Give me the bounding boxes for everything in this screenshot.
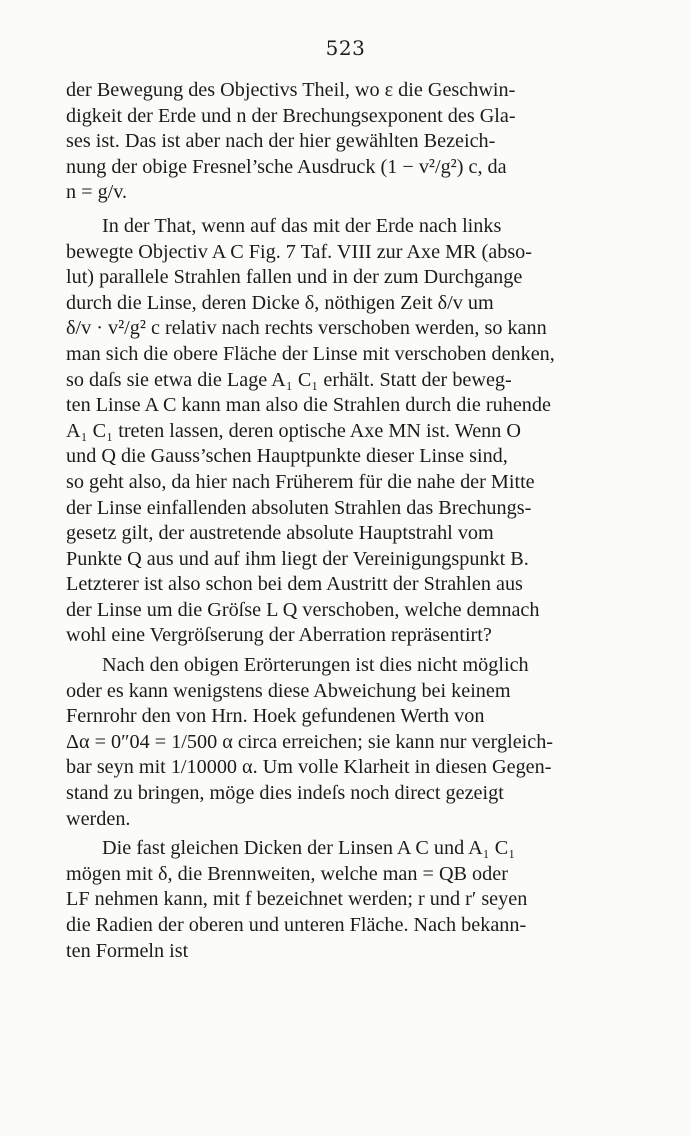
text-line: Die fast gleichen Dicken der Linsen A C und A₁ C₁	[102, 837, 516, 860]
text-line: der Bewegung des Objectivs Theil, wo ε die Geschwin-	[66, 79, 516, 101]
page-body	[66, 78, 624, 964]
text-line: so daſs sie etwa die Lage A₁ C₁ erhält. Statt der beweg-	[66, 368, 512, 391]
text-line: bar seyn mit 1/10000 α. Um volle Klarheit in diesen Gegen-	[66, 756, 552, 779]
text-line: Fernrohr den von Hrn. Hoek gefundenen Werth von	[66, 705, 485, 728]
paragraph-2	[66, 214, 624, 649]
text-line: ses ist. Das ist aber nach der hier gewählten Bezeich-	[66, 130, 496, 153]
text-line: lut) parallele Strahlen fallen und in der zum Durchgange	[66, 266, 523, 289]
text-line: der Linse einfallenden absoluten Strahlen das Brechungs-	[66, 496, 532, 519]
text-line: nung der obige Fresnel’sche Ausdruck (1 − v²/g²) c, da	[66, 155, 507, 178]
text-line: und Q die Gauss’schen Hauptpunkte dieser Linse sind,	[66, 445, 508, 468]
text-line: oder es kann wenigstens diese Abweichung bei keinem	[66, 679, 511, 702]
text-line: durch die Linse, deren Dicke δ, nöthigen Zeit δ/v um	[66, 291, 494, 314]
text-line: digkeit der Erde und n der Brechungsexponent des Gla-	[66, 104, 516, 127]
page-number: 523	[325, 36, 366, 60]
text-line: n = g/v.	[66, 181, 128, 204]
text-line: der Linse um die Gröſse L Q verschoben, welche demnach	[66, 598, 540, 621]
text-line: A₁ C₁ treten lassen, deren optische Axe MN ist. Wenn O	[66, 419, 521, 442]
text-line: Δα = 0″04 = 1/500 α circa erreichen; sie kann nur vergleich-	[66, 730, 554, 753]
paragraph-4	[66, 836, 624, 964]
text-line: Letzterer ist also schon bei dem Austritt der Strahlen aus	[66, 573, 523, 596]
text-line: δ/v · v²/g² c relativ nach rechts verschoben werden, so kann	[66, 317, 547, 340]
text-line: Nach den obigen Erörterungen ist dies nicht möglich	[102, 654, 529, 677]
text-line: Punkte Q aus und auf ihm liegt der Vereinigungspunkt B.	[66, 547, 529, 570]
text-line: werden.	[66, 807, 131, 830]
text-line: wohl eine Vergröſserung der Aberration repräsentirt?	[66, 624, 492, 647]
text-line: mögen mit δ, die Brennweiten, welche man = QB oder	[66, 862, 508, 885]
text-line: ten Formeln ist	[66, 939, 189, 962]
text-line: man sich die obere Fläche der Linse mit verschoben denken,	[66, 342, 555, 365]
paragraph-3	[66, 653, 624, 832]
text-line: gesetz gilt, der austretende absolute Hauptstrahl vom	[66, 522, 494, 545]
paragraph-1	[66, 78, 624, 206]
text-line: In der That, wenn auf das mit der Erde nach links	[102, 214, 502, 237]
text-line: bewegte Objectiv A C Fig. 7 Taf. VIII zur Axe MR (abso-	[66, 240, 532, 263]
text-line: stand zu bringen, möge dies indeſs noch direct gezeigt	[66, 782, 504, 805]
text-line: ten Linse A C kann man also die Strahlen durch die ruhende	[66, 394, 551, 417]
text-line: LF nehmen kann, mit f bezeichnet werden; r und r′ seyen	[66, 888, 528, 911]
text-line: die Radien der oberen und unteren Fläche. Nach bekann-	[66, 914, 527, 936]
text-line: so geht also, da hier nach Früherem für die nahe der Mitte	[66, 470, 535, 493]
